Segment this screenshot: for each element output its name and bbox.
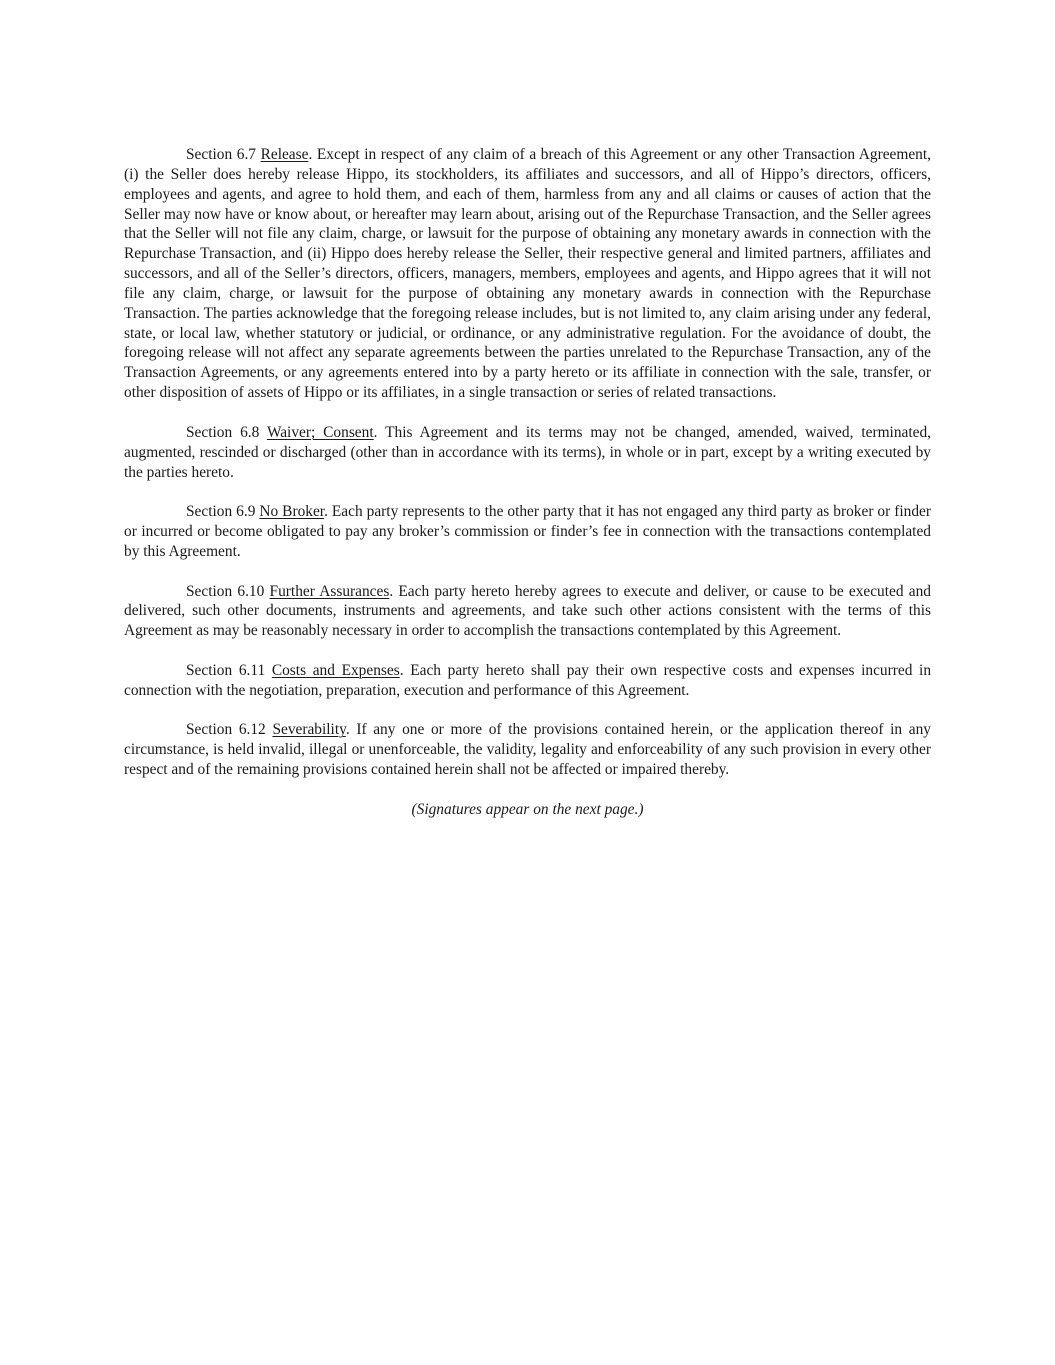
section-number: Section 6.12: [186, 721, 266, 739]
section-6-11: [124, 661, 931, 701]
section-number: Section 6.9: [186, 503, 256, 521]
section-number: Section 6.11: [186, 661, 266, 679]
section-number: Section 6.7: [186, 146, 256, 163]
section-6-7: [124, 145, 931, 403]
signatures-note: (Signatures appear on the next page.): [411, 800, 644, 818]
section-heading: Waiver; Consent: [266, 423, 374, 441]
section-number: Section 6.8: [186, 423, 260, 441]
section-6-9: [124, 502, 931, 562]
section-body: . This Agreement and its terms may not be changed, amended, waived, terminated, augmented, rescinded or discharged (other than in accordance with its terms), in whole or in part, except by a writing executed by the parties hereto.: [124, 423, 931, 481]
section-body: . Except in respect of any claim of a breach of this Agreement or any other Transaction Agreement, (i) the Seller does hereby release Hippo, its stockholders, its affiliates and successors, and all of Hippo’s directors, officers, employees and agents, and agree to hold them, and each of them, harmless from any and all claims or causes of action that the Seller may now have or know about, or hereafter may learn about, arising out of the Repurchase Transaction, and the Seller agrees that the Seller will not file any claim, charge, or lawsuit for the purpose of obtaining any monetary awards in connection with the Repurchase Transaction, and (ii) Hippo does hereby release the Seller, their respective general and limited partners, affiliates and successors, and all of the Seller’s directors, officers, managers, members, employees and agents, and Hippo agrees that it will not file any claim, charge, or lawsuit for the purpose of obtaining any monetary awards in connection with the Repurchase Transaction. The parties acknowledge that the foregoing release includes, but is not limited to, any claim arising under any federal, state, or local law, whether statutory or judicial, or ordinance, or any administrative regulation. For the avoidance of doubt, the foregoing release will not affect any separate agreements between the parties unrelated to the Repurchase Transaction, any of the Transaction Agreements, or any agreements entered into by a party hereto or its affiliate in connection with the sale, transfer, or other disposition of assets of Hippo or its affiliates, in a single transaction or series of related transactions.: [124, 146, 931, 402]
section-6-10: [124, 582, 931, 642]
section-body: . Each party hereto hereby agrees to execute and deliver, or cause to be executed and delivered, such other documents, instruments and agreements, and take such other actions consistent with the terms of this Agreement as may be reasonably necessary in order to accomplish the transactions contemplated by this Agreement.: [124, 582, 931, 640]
section-body: . Each party represents to the other party that it has not engaged any third party as broker or finder or incurred or become obligated to pay any broker’s commission or finder’s fee in connection with the transactions contemplated by this Agreement.: [124, 503, 931, 560]
section-number: Section 6.10: [186, 582, 265, 600]
section-heading: No Broker: [259, 503, 325, 521]
section-heading: Release: [260, 146, 309, 163]
section-6-12: [124, 720, 931, 780]
section-6-8: [124, 423, 931, 483]
section-heading: Costs and Expenses: [271, 661, 400, 679]
section-heading: Severability: [272, 721, 346, 739]
section-heading: Further Assurances: [269, 582, 390, 600]
section-body: . If any one or more of the provisions contained herein, or the application thereof in any circumstance, is held invalid, illegal or unenforceable, the validity, legality and enforceability of any such provision in every other respect and of the remaining provisions contained herein shall not be affected or impaired thereby.: [124, 721, 931, 779]
section-body: . Each party hereto shall pay their own respective costs and expenses incurred in connection with the negotiation, preparation, execution and performance of this Agreement.: [124, 661, 932, 699]
document-page: [124, 145, 931, 820]
